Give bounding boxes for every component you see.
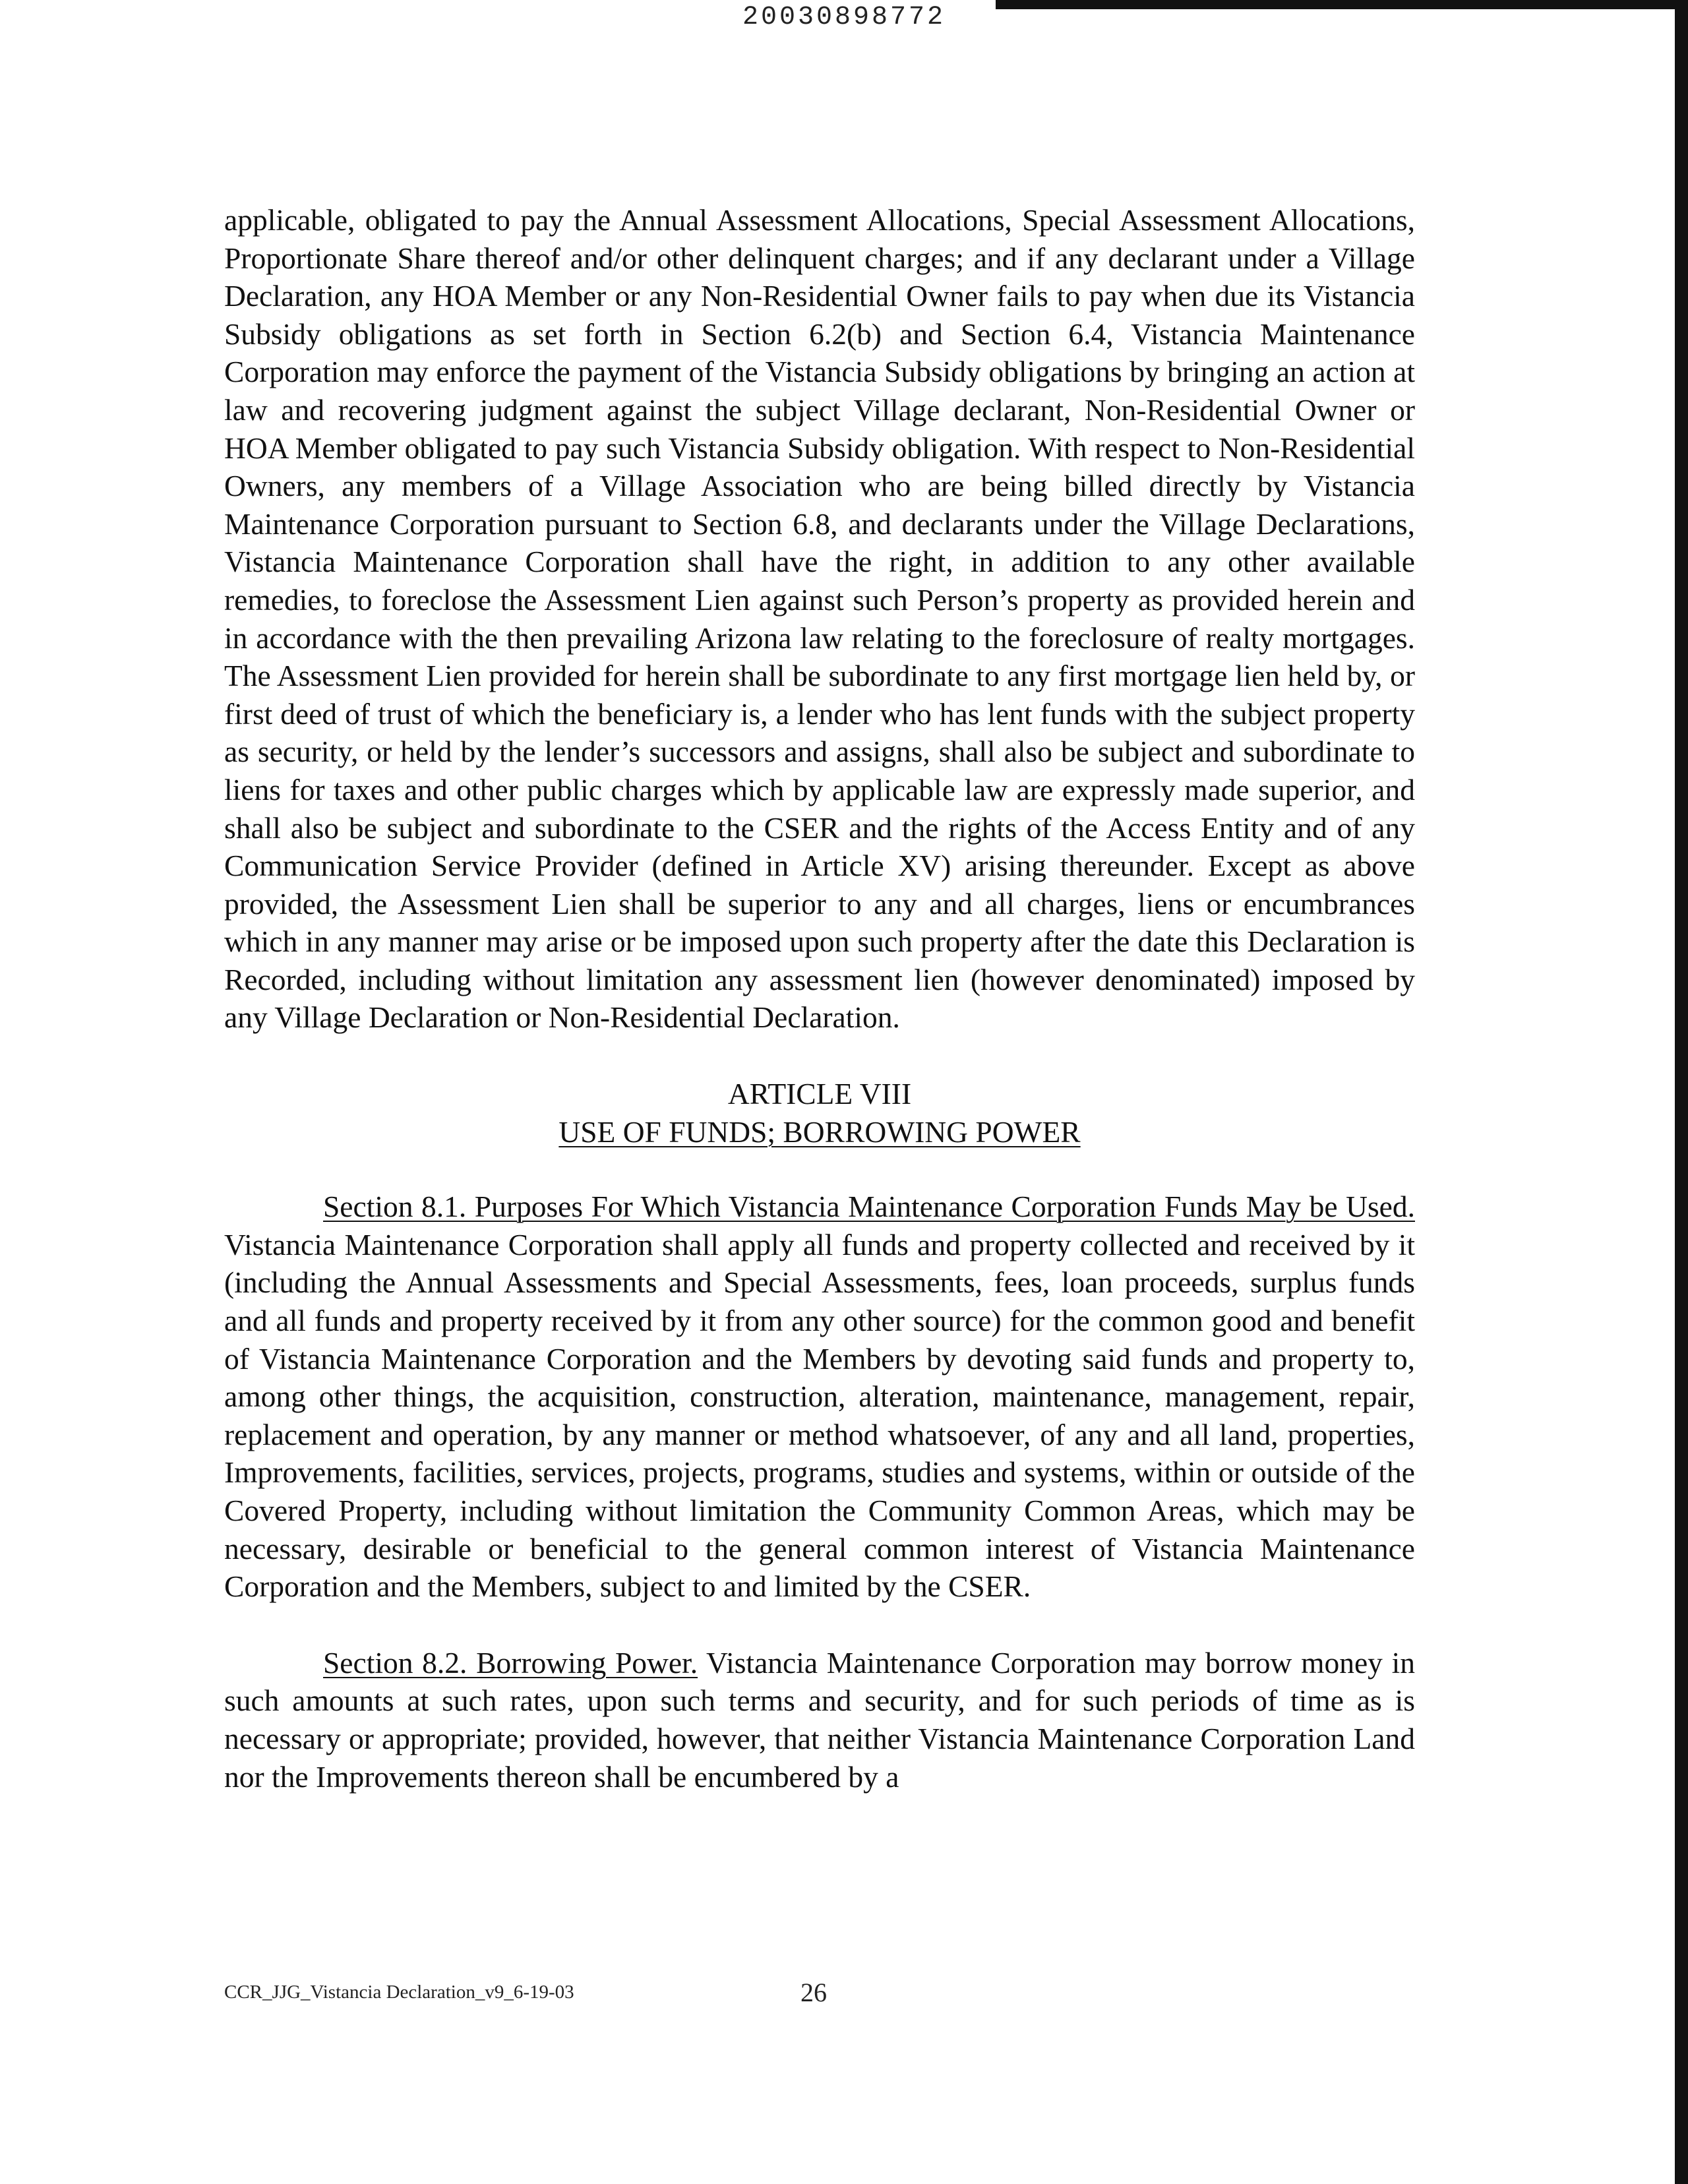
footer-file-reference: CCR_JJG_Vistancia Declaration_v9_6-19-03: [224, 1982, 574, 2003]
document-number: 20030898772: [742, 3, 946, 32]
article-number: ARTICLE VIII: [727, 1077, 912, 1111]
section-8-2-text: Vistancia Maintenance Corporation may borrow money in such amounts at such rates, upon such terms and security, and for such periods of time as is necessary or appropriate; provided, however, that neither Vistancia Maintenance Corporation Land nor the Improvements thereon shall be encumbered by a: [224, 1645, 1415, 1794]
page-number: 26: [800, 1978, 827, 2007]
section-8-2: [224, 1644, 1415, 1796]
section-8-1: [224, 1188, 1415, 1606]
document-body: [224, 201, 1415, 1796]
section-8-2-heading: Section 8.2. Borrowing Power.: [323, 1645, 698, 1680]
article-heading: [224, 1075, 1415, 1151]
continuation-paragraph: applicable, obligated to pay the Annual Assessment Allocations, Special Assessment Allocations, Proportionate Share thereof and/or other delinquent charges; and if any declarant under a Village Declaration, any HOA Member or any Non-Residential Owner fails to pay when due its Vistancia Subsidy obligations as set forth in Section 6.2(b) and Section 6.4, Vistancia Maintenance Corporation may enforce the payment of the Vistancia Subsidy obligations by bringing an action at law and recovering judgment against the subject Village declarant, Non-Residential Owner or HOA Member obligated to pay such Vistancia Subsidy obligation. With respect to Non-Residential Owners, any members of a Village Association who are being billed directly by Vistancia Maintenance Corporation pursuant to Section 6.8, and declarants under the Village Declarations, Vistancia Maintenance Corporation shall have the right, in addition to any other available remedies, to foreclose the Assessment Lien against such Person’s property as provided herein and in accordance with the then prevailing Arizona law relating to the foreclosure of realty mortgages. The Assessment Lien provided for herein shall be subordinate to any first mortgage lien held by, or first deed of trust of which the beneficiary is, a lender who has lent funds with the subject property as security, or held by the lender’s successors and assigns, shall also be subject and subordinate to liens for taxes and other public charges which by applicable law are expressly made superior, and shall also be subject and subordinate to the CSER and the rights of the Access Entity and of any Communication Service Provider (defined in Article XV) arising thereunder. Except as above provided, the Assessment Lien shall be superior to any and all charges, liens or encumbrances which in any manner may arise or be imposed upon such property after the date this Declaration is Recorded, including without limitation any assessment lien (however denominated) imposed by any Village Declaration or Non-Residential Declaration.: [224, 203, 1415, 1035]
scan-edge-right: [1675, 9, 1688, 2184]
section-8-1-text: Vistancia Maintenance Corporation shall apply all funds and property collected and received by it (including the Annual Assessments and Special Assessments, fees, loan proceeds, surplus funds and all funds and property received by it from any other source) for the common good and benefit of Vistancia Maintenance Corporation and the Members by devoting said funds and property to, among other things, the acquisition, construction, alteration, maintenance, management, repair, replacement and operation, by any manner or method whatsoever, of any and all land, properties, Improvements, facilities, services, projects, programs, studies and systems, within or outside of the Covered Property, including without limitation the Community Common Areas, which may be necessary, desirable or beneficial to the general common interest of Vistancia Maintenance Corporation and the Members, subject to and limited by the CSER.: [224, 1227, 1415, 1604]
section-8-1-heading: Section 8.1. Purposes For Which Vistancia Maintenance Corporation Funds May be Used.: [323, 1190, 1415, 1224]
article-title: USE OF FUNDS; BORROWING POWER: [558, 1114, 1081, 1149]
